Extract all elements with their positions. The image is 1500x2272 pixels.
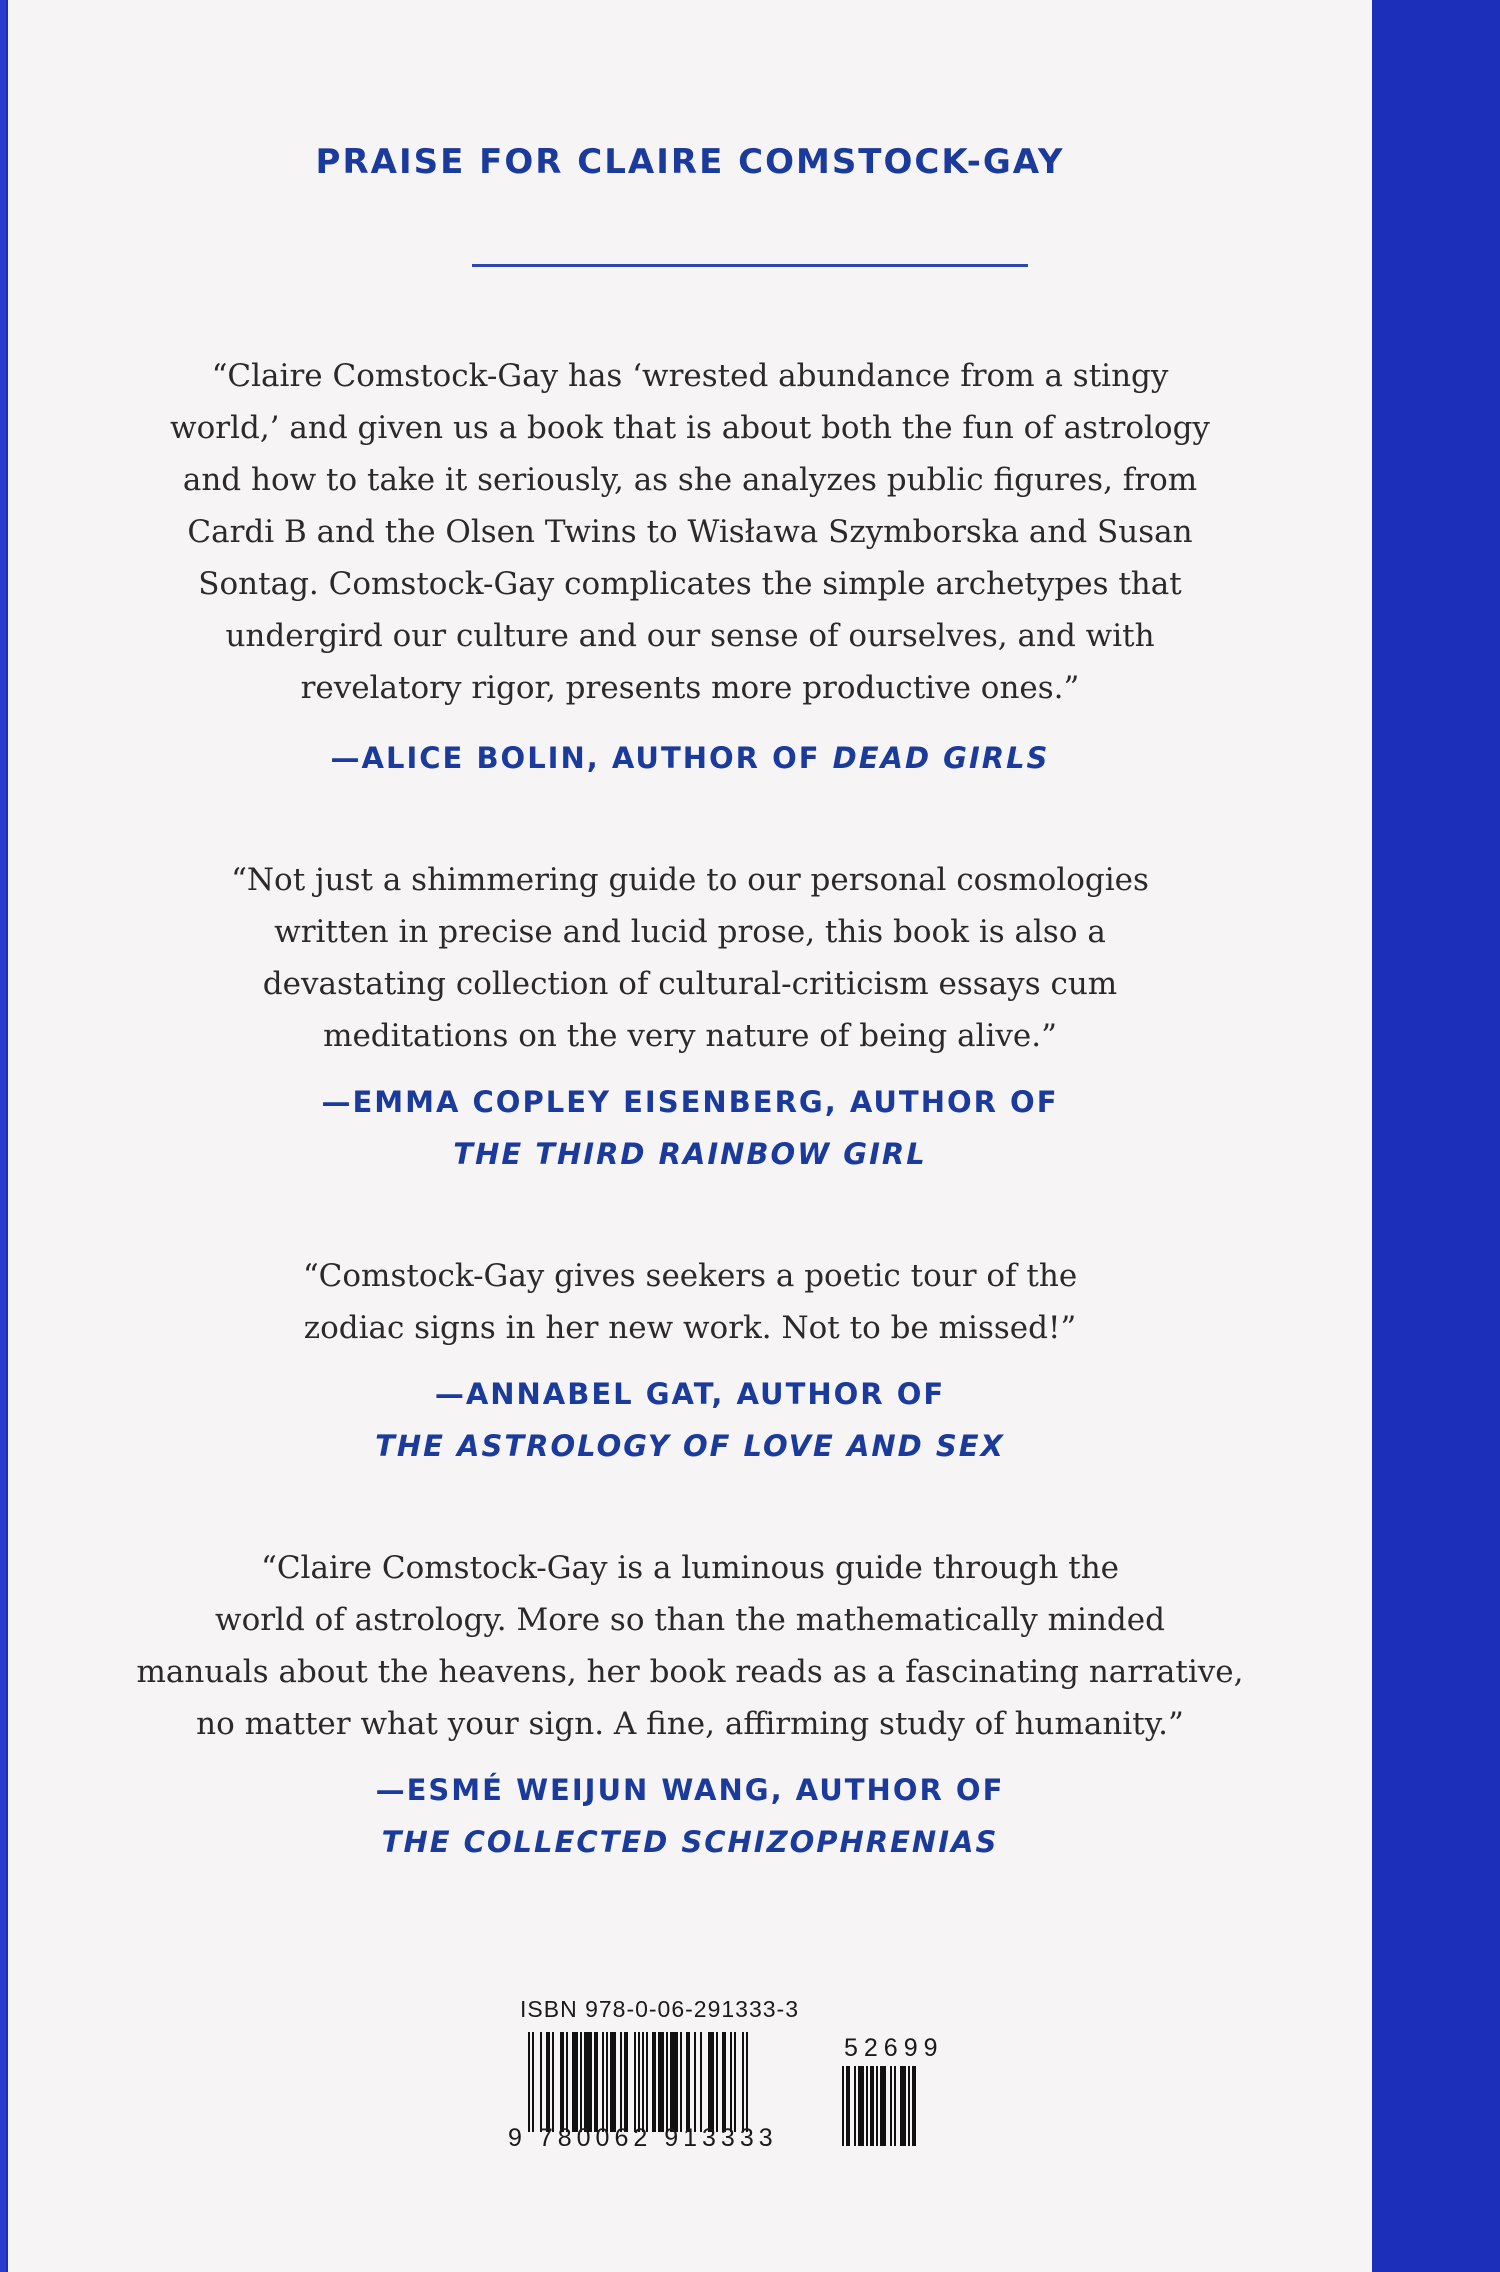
- attribution-book-title: THE COLLECTED SCHIZOPHRENIAS: [381, 1825, 999, 1859]
- quote-line: Sontag. Comstock-Gay complicates the simple archetypes that: [198, 566, 1182, 602]
- barcode-stripe: [642, 2032, 644, 2132]
- barcode-stripe: [846, 2066, 850, 2146]
- barcode-stripe: [528, 2032, 530, 2132]
- barcode-stripe: [700, 2032, 702, 2132]
- price-addon-bars: [842, 2066, 916, 2146]
- quote-line: world,’ and given us a book that is about both the fun of astrology: [170, 410, 1210, 446]
- barcode-stripe: [606, 2032, 608, 2132]
- barcode-stripe: [854, 2066, 856, 2146]
- blurb-4-attribution: [8, 1764, 1372, 1868]
- attribution-author: —ESMÉ WEIJUN WANG, AUTHOR OF: [375, 1773, 1005, 1807]
- barcode-stripe: [694, 2032, 696, 2132]
- ean-digits: 9 780062 913333: [508, 2124, 778, 2152]
- isbn-label: ISBN 978-0-06-291333-3: [520, 1996, 799, 2022]
- barcode-stripe: [734, 2032, 736, 2132]
- barcode-stripe: [646, 2032, 648, 2132]
- heading-divider: [472, 264, 1028, 267]
- barcode-stripe: [742, 2032, 744, 2132]
- barcode-stripe: [652, 2032, 656, 2132]
- barcode-stripe: [540, 2032, 542, 2132]
- barcode-stripe: [842, 2066, 844, 2146]
- barcode-stripe: [552, 2032, 554, 2132]
- quote-line: meditations on the very nature of being alive.”: [323, 1018, 1057, 1054]
- barcode-stripe: [584, 2032, 592, 2132]
- quote-line: Cardi B and the Olsen Twins to Wisława Szymborska and Susan: [187, 514, 1193, 550]
- barcode-stripe: [532, 2032, 534, 2132]
- barcode-stripe: [580, 2032, 582, 2132]
- quote-line: undergird our culture and our sense of ourselves, and with: [225, 618, 1155, 654]
- barcode-stripe: [858, 2066, 864, 2146]
- white-text-panel: [8, 0, 1372, 2272]
- attribution-author: —ANNABEL GAT, AUTHOR OF: [434, 1377, 946, 1411]
- blurb-3-quote: [8, 1250, 1372, 1354]
- barcode-stripe: [566, 2032, 568, 2132]
- blurb-1-quote: [8, 350, 1372, 714]
- attribution-author: —EMMA COPLEY EISENBERG, AUTHOR OF: [321, 1085, 1059, 1119]
- barcode-stripe: [594, 2032, 598, 2132]
- barcode-stripe: [890, 2066, 892, 2146]
- barcode-stripe: [746, 2032, 748, 2132]
- cover-left-edge: [0, 0, 6, 2272]
- barcode-stripe: [610, 2032, 616, 2132]
- barcode-stripe: [620, 2032, 622, 2132]
- blurb-3-attribution: [8, 1368, 1372, 1472]
- praise-heading: PRAISE FOR CLAIRE COMSTOCK-GAY: [315, 142, 1065, 182]
- barcode-stripe: [638, 2032, 640, 2132]
- quote-line: “Not just a shimmering guide to our personal cosmologies: [231, 862, 1149, 898]
- isbn-barcode: [508, 1996, 988, 2166]
- barcode-stripe: [730, 2032, 732, 2132]
- barcode-stripe: [634, 2032, 636, 2132]
- barcode-stripe: [658, 2032, 664, 2132]
- barcode-stripe: [670, 2032, 678, 2132]
- ean-barcode-bars: [528, 2032, 748, 2132]
- barcode-stripe: [912, 2066, 916, 2146]
- quote-line: and how to take it seriously, as she analyzes public figures, from: [182, 462, 1198, 498]
- barcode-stripe: [894, 2066, 896, 2146]
- barcode-stripe: [666, 2032, 668, 2132]
- quote-line: “Comstock-Gay gives seekers a poetic tour of the: [302, 1258, 1078, 1294]
- quote-line: manuals about the heavens, her book reads as a fascinating narrative,: [136, 1654, 1244, 1690]
- barcode-stripe: [560, 2032, 564, 2132]
- barcode-stripe: [680, 2032, 682, 2132]
- barcode-stripe: [686, 2032, 690, 2132]
- barcode-stripe: [716, 2032, 718, 2132]
- attribution-book-title: THE THIRD RAINBOW GIRL: [453, 1137, 927, 1171]
- barcode-stripe: [572, 2032, 578, 2132]
- quote-line: zodiac signs in her new work. Not to be missed!”: [303, 1310, 1077, 1346]
- barcode-stripe: [908, 2066, 910, 2146]
- barcode-stripe: [880, 2066, 886, 2146]
- barcode-stripe: [602, 2032, 604, 2132]
- price-code: 52699: [844, 2034, 944, 2062]
- barcode-stripe: [546, 2032, 550, 2132]
- quote-line: “Claire Comstock-Gay is a luminous guide through the: [260, 1550, 1120, 1586]
- barcode-stripe: [624, 2032, 628, 2132]
- attribution-book-title: DEAD GIRLS: [832, 741, 1050, 775]
- quote-line: “Claire Comstock-Gay has ‘wrested abundance from a stingy: [211, 358, 1169, 394]
- barcode-stripe: [866, 2066, 868, 2146]
- blurb-1-attribution: [8, 732, 1372, 784]
- quote-line: devastating collection of cultural-criticism essays cum: [262, 966, 1118, 1002]
- blurb-2-quote: [8, 854, 1372, 1062]
- quote-line: written in precise and lucid prose, this book is also a: [274, 914, 1106, 950]
- barcode-stripe: [870, 2066, 874, 2146]
- quote-line: revelatory rigor, presents more productive ones.”: [300, 670, 1080, 706]
- barcode-stripe: [876, 2066, 878, 2146]
- blurb-4-quote: [8, 1542, 1372, 1750]
- barcode-stripe: [722, 2032, 726, 2132]
- quote-line: no matter what your sign. A fine, affirming study of humanity.”: [196, 1706, 1184, 1742]
- barcode-stripe: [708, 2032, 714, 2132]
- attribution-book-title: THE ASTROLOGY OF LOVE AND SEX: [375, 1429, 1005, 1463]
- attribution-author: —ALICE BOLIN, AUTHOR OF: [330, 741, 833, 775]
- blurb-2-attribution: [8, 1076, 1372, 1180]
- barcode-stripe: [900, 2066, 906, 2146]
- quote-line: world of astrology. More so than the mathematically minded: [215, 1602, 1165, 1638]
